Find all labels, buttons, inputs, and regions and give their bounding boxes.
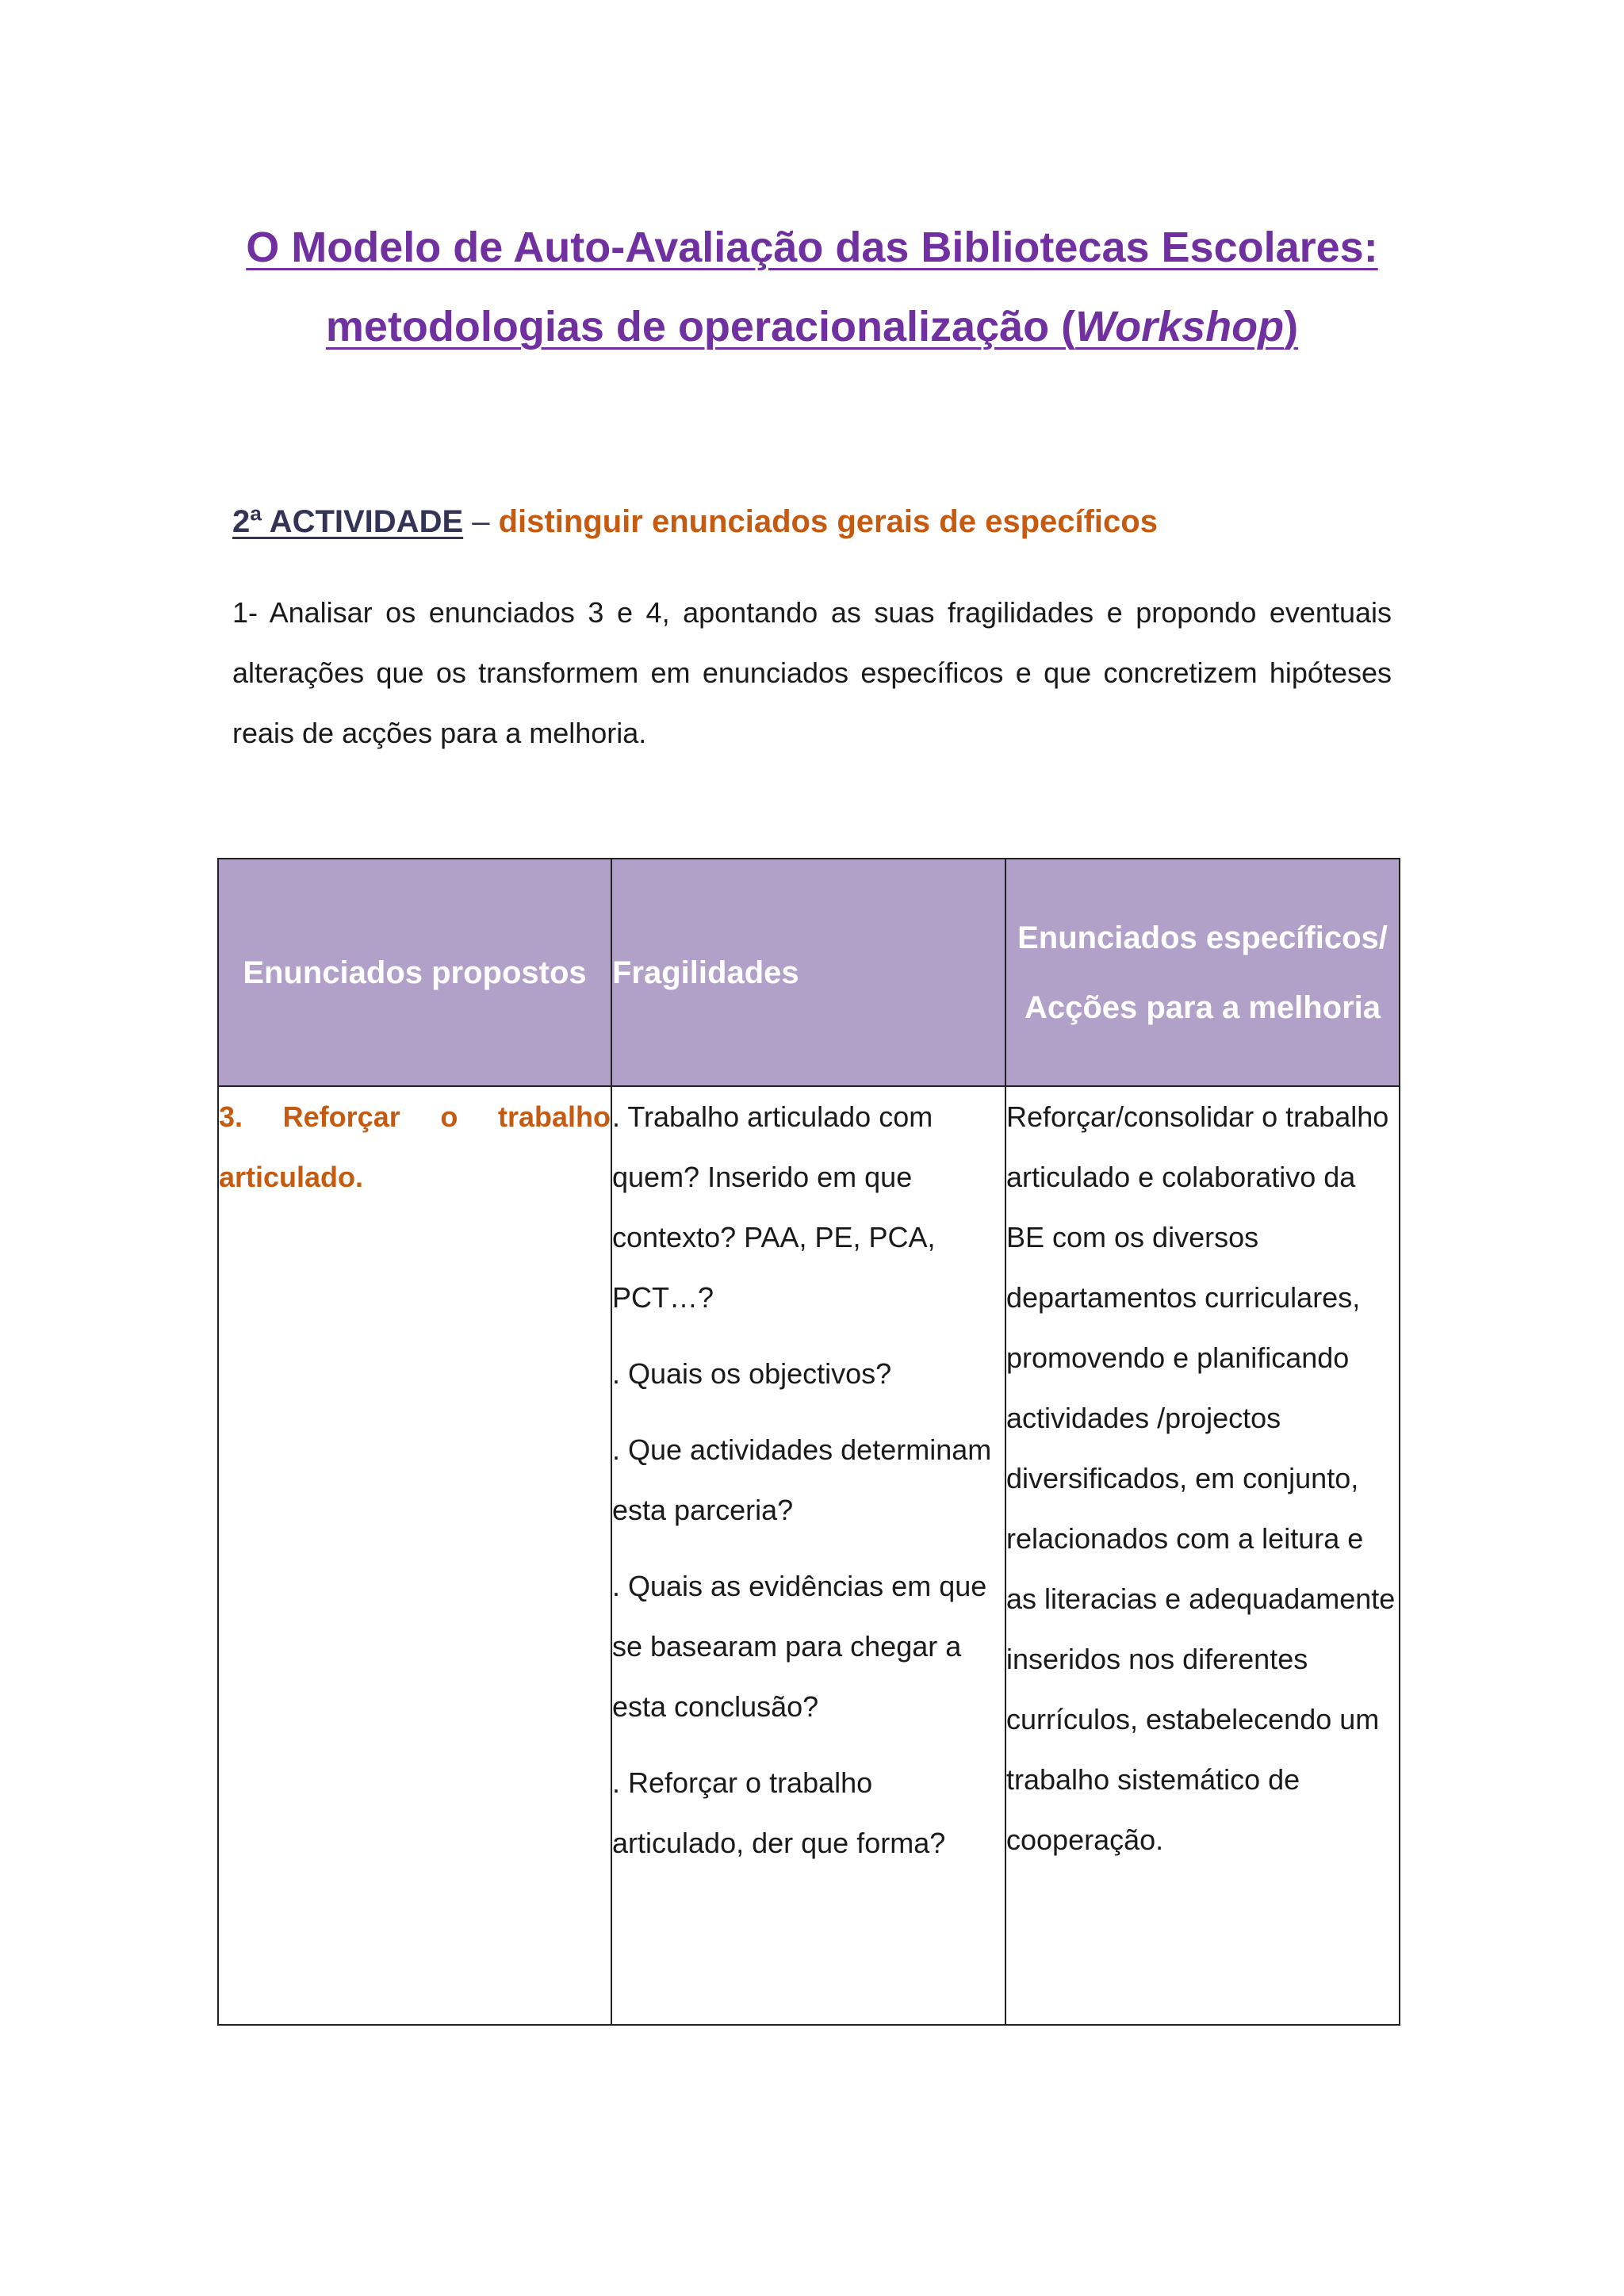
activity-label: 2ª ACTIVIDADE — [232, 504, 464, 539]
header-weaknesses: Fragilidades — [611, 859, 1005, 1086]
instructions-paragraph: 1- Analisar os enunciados 3 e 4, apontando as suas fragilidades e propondo eventuais alterações que os transformem em enunciados específicos e que concretizem hipóteses reais de acções para a melhoria. — [232, 596, 1392, 749]
activity-subtitle: distinguir enunciados gerais de específicos — [498, 504, 1158, 539]
table-row — [218, 1086, 1400, 2025]
title-line-1: O Modelo de Auto-Avaliação das Bibliotecas Escolares: — [246, 224, 1378, 271]
title-line-2-suffix: ) — [1284, 303, 1299, 350]
weakness-item: . Reforçar o trabalho articulado, der que forma? — [612, 1766, 946, 1859]
activity-dash: – — [463, 504, 499, 539]
title-workshop: Workshop — [1075, 303, 1285, 350]
weakness-item: . Trabalho articulado com quem? Inserido em que contexto? PAA, PE, PCA, PCT…? — [612, 1100, 936, 1314]
document-title — [159, 208, 1465, 366]
title-line-2-prefix: metodologias de operacionalização ( — [325, 303, 1076, 350]
header-improvement: Enunciados específicos/ Acções para a melhoria — [1005, 859, 1400, 1086]
analysis-table — [217, 858, 1400, 2026]
weakness-item: . Quais as evidências em que se basearam para chegar a esta conclusão? — [612, 1570, 987, 1723]
weakness-item: . Quais os objectivos? — [612, 1357, 892, 1390]
title-line-2 — [159, 287, 1465, 366]
activity-heading — [232, 504, 1158, 540]
cell-weaknesses — [611, 1086, 1005, 2025]
cell-proposed: 3. Reforçar o trabalho articulado. — [218, 1086, 611, 2025]
cell-improvement: Reforçar/consolidar o trabalho articulado e colaborativo da BE com os diversos departamentos curriculares, promovendo e planificando actividades /projectos diversificados, em conjunto, relacionados com a leitura e as literacias e adequadamente inseridos nos diferentes currículos, estabelecendo um trabalho sistemático de cooperação. — [1005, 1086, 1400, 2025]
table-header-row — [218, 859, 1400, 1086]
header-proposed: Enunciados propostos — [218, 859, 611, 1086]
weakness-item: . Que actividades determinam esta parceria? — [612, 1433, 992, 1526]
